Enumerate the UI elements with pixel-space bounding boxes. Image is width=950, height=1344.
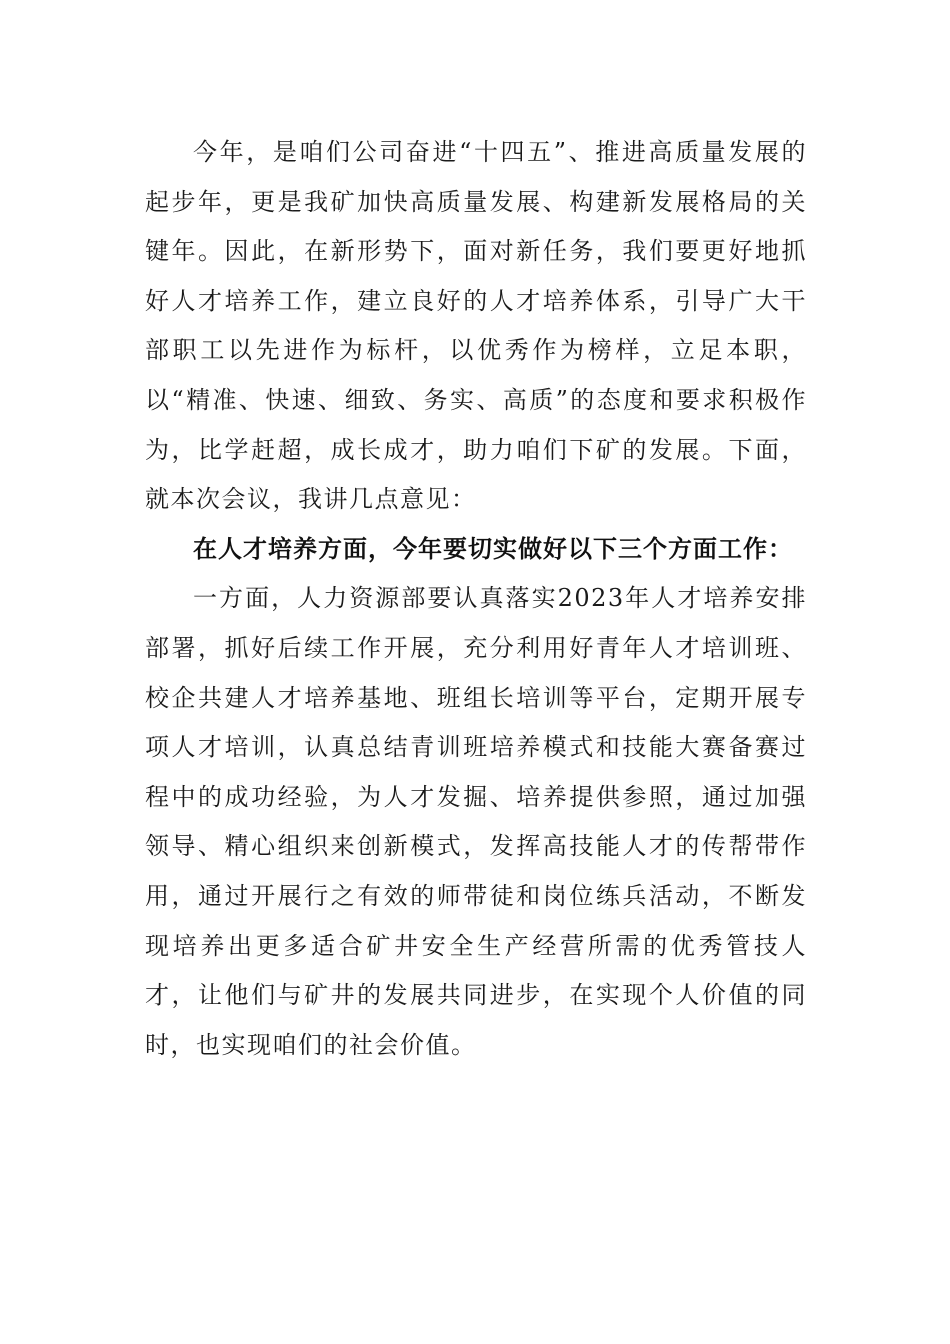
intro-paragraph: 今年，是咱们公司奋进“十四五”、推进高质量发展的起步年，更是我矿加快高质量发展、构建新发展格局的关键年。因此，在新形势下，面对新任务，我们要更好地抓好人才培养工作，建立良好的人才培养体系，引导广大干部职工以先进作为标杆，以优秀作为榜样，立足本职，以“精准、快速、细致、务实、高质”的态度和要求积极作为，比学赶超，成长成才，助力咱们下矿的发展。下面，就本次会议，我讲几点意见： <box>145 138 807 514</box>
section-heading: 在人才培养方面，今年要切实做好以下三个方面工作： <box>193 534 793 563</box>
first-aspect-paragraph: 一方面，人力资源部要认真落实2023年人才培养安排部署，抓好后续工作开展，充分利用好青年人才培训班、校企共建人才培养基地、班组长培训等平台，定期开展专项人才培训，认真总结青训班培养模式和技能大赛备赛过程中的成功经验，为人才发掘、培养提供参照，通过加强领导、精心组织来创新模式，发挥高技能人才的传帮带作用，通过开展行之有效的师带徒和岗位练兵活动，不断发现培养出更多适合矿井安全生产经营所需的优秀管技人才，让他们与矿井的发展共同进步，在实现个人价值的同时，也实现咱们的社会价值。 <box>145 584 807 1059</box>
document-body <box>145 128 807 1070</box>
